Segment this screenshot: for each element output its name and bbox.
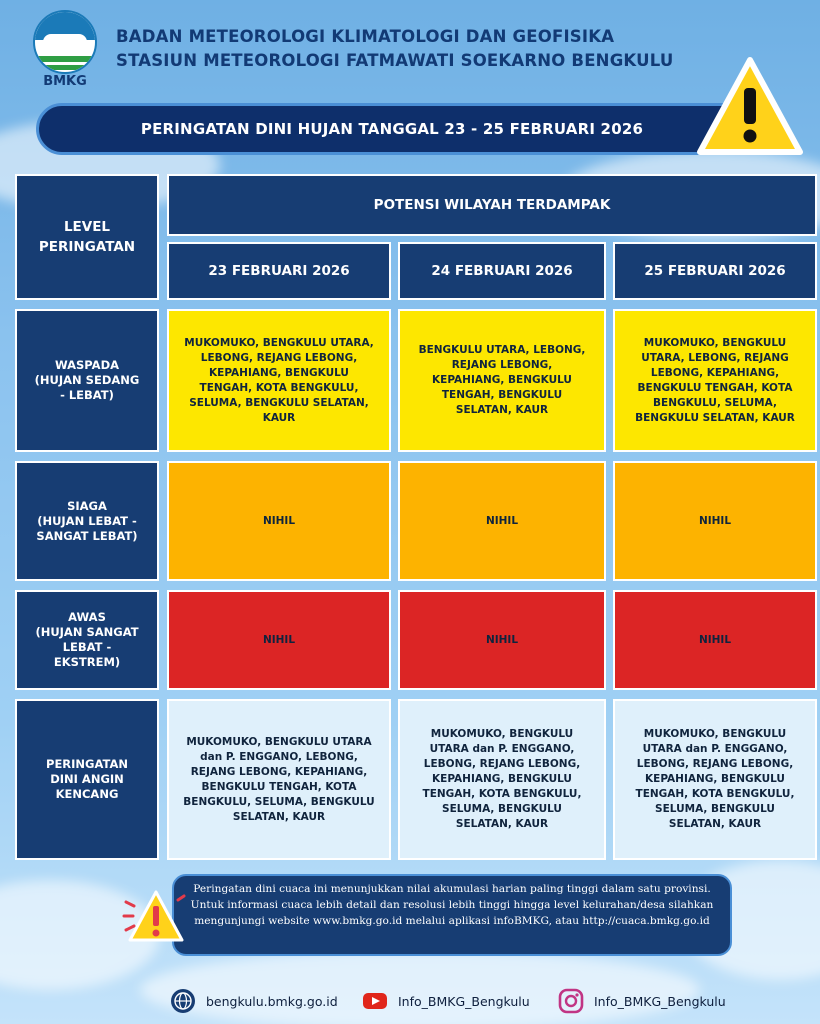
date-header: 24 FEBRUARI 2026 xyxy=(398,242,606,300)
instagram-icon xyxy=(558,988,584,1014)
bmkg-logo-emblem xyxy=(33,10,97,74)
bmkg-logo xyxy=(30,10,100,92)
footer-website[interactable] xyxy=(170,987,338,1015)
warning-banner xyxy=(36,103,748,155)
info-note xyxy=(172,874,732,956)
angin-cell-24: MUKOMUKO, BENGKULU UTARA dan P. ENGGANO, LEBONG, REJANG LEBONG, KEPAHIANG, BENGKULU TENGAH, KOTA BENGKULU, SELUMA, BENGKULU SELATAN, KAUR xyxy=(398,699,606,860)
angin-cell-23: MUKOMUKO, BENGKULU UTARA dan P. ENGGANO, LEBONG, REJANG LEBONG, KEPAHIANG, BENGKULU TENGAH, KOTA BENGKULU, SELUMA, BENGKULU SELATAN, KAUR xyxy=(167,699,391,860)
awas-cell-23: NIHIL xyxy=(167,590,391,690)
alert-icon xyxy=(120,886,190,948)
agency-title: BADAN METEOROLOGI KLIMATOLOGI DAN GEOFISIKA xyxy=(116,27,615,46)
date-header: 25 FEBRUARI 2026 xyxy=(613,242,817,300)
youtube-icon xyxy=(362,988,388,1014)
footer-instagram-label: Info_BMKG_Bengkulu xyxy=(594,993,726,1009)
banner-title: PERINGATAN DINI HUJAN TANGGAL 23 - 25 FEBRUARI 2026 xyxy=(140,120,644,138)
siaga-cell-24: NIHIL xyxy=(398,461,606,581)
level-awas: AWAS (HUJAN SANGAT LEBAT - EKSTREM) xyxy=(15,590,159,690)
area-header: POTENSI WILAYAH TERDAMPAK xyxy=(167,174,817,236)
waspada-cell-24: BENGKULU UTARA, LEBONG, REJANG LEBONG, KEPAHIANG, BENGKULU TENGAH, BENGKULU SELATAN, KAUR xyxy=(398,309,606,452)
awas-cell-25: NIHIL xyxy=(613,590,817,690)
info-note-text: Peringatan dini cuaca ini menunjukkan nilai akumulasi harian paling tinggi dalam satu provinsi. Untuk informasi cuaca lebih detail dan resolusi lebih tinggi hingga level kelurahan/desa silahkan mengunjungi website www.bmkg.go.id melalui aplikasi infoBMKG, atau http://cuaca.bmkg.go.id xyxy=(190,883,714,927)
waspada-cell-23: MUKOMUKO, BENGKULU UTARA, LEBONG, REJANG LEBONG, KEPAHIANG, BENGKULU TENGAH, KOTA BENGKULU, SELUMA, BENGKULU SELATAN, KAUR xyxy=(167,309,391,452)
bmkg-logo-text: BMKG xyxy=(43,74,87,89)
station-title: STASIUN METEOROLOGI FATMAWATI SOEKARNO BENGKULU xyxy=(116,51,674,70)
globe-icon xyxy=(170,988,196,1014)
warning-triangle-icon xyxy=(694,54,806,160)
footer-youtube[interactable] xyxy=(362,987,530,1015)
level-siaga: SIAGA (HUJAN LEBAT - SANGAT LEBAT) xyxy=(15,461,159,581)
waspada-cell-25: MUKOMUKO, BENGKULU UTARA, LEBONG, REJANG LEBONG, KEPAHIANG, BENGKULU TENGAH, KOTA BENGKULU, SELUMA, BENGKULU SELATAN, KAUR xyxy=(613,309,817,452)
level-header: LEVEL PERINGATAN xyxy=(15,174,159,300)
date-header: 23 FEBRUARI 2026 xyxy=(167,242,391,300)
angin-cell-25: MUKOMUKO, BENGKULU UTARA dan P. ENGGANO, LEBONG, REJANG LEBONG, KEPAHIANG, BENGKULU TENGAH, KOTA BENGKULU, SELUMA, BENGKULU SELATAN, KAUR xyxy=(613,699,817,860)
awas-cell-24: NIHIL xyxy=(398,590,606,690)
siaga-cell-25: NIHIL xyxy=(613,461,817,581)
footer-instagram[interactable] xyxy=(558,987,726,1015)
siaga-cell-23: NIHIL xyxy=(167,461,391,581)
level-waspada: WASPADA (HUJAN SEDANG - LEBAT) xyxy=(15,309,159,452)
level-angin-kencang: PERINGATAN DINI ANGIN KENCANG xyxy=(15,699,159,860)
footer-website-label: bengkulu.bmkg.go.id xyxy=(206,993,338,1009)
footer-youtube-label: Info_BMKG_Bengkulu xyxy=(398,993,530,1009)
